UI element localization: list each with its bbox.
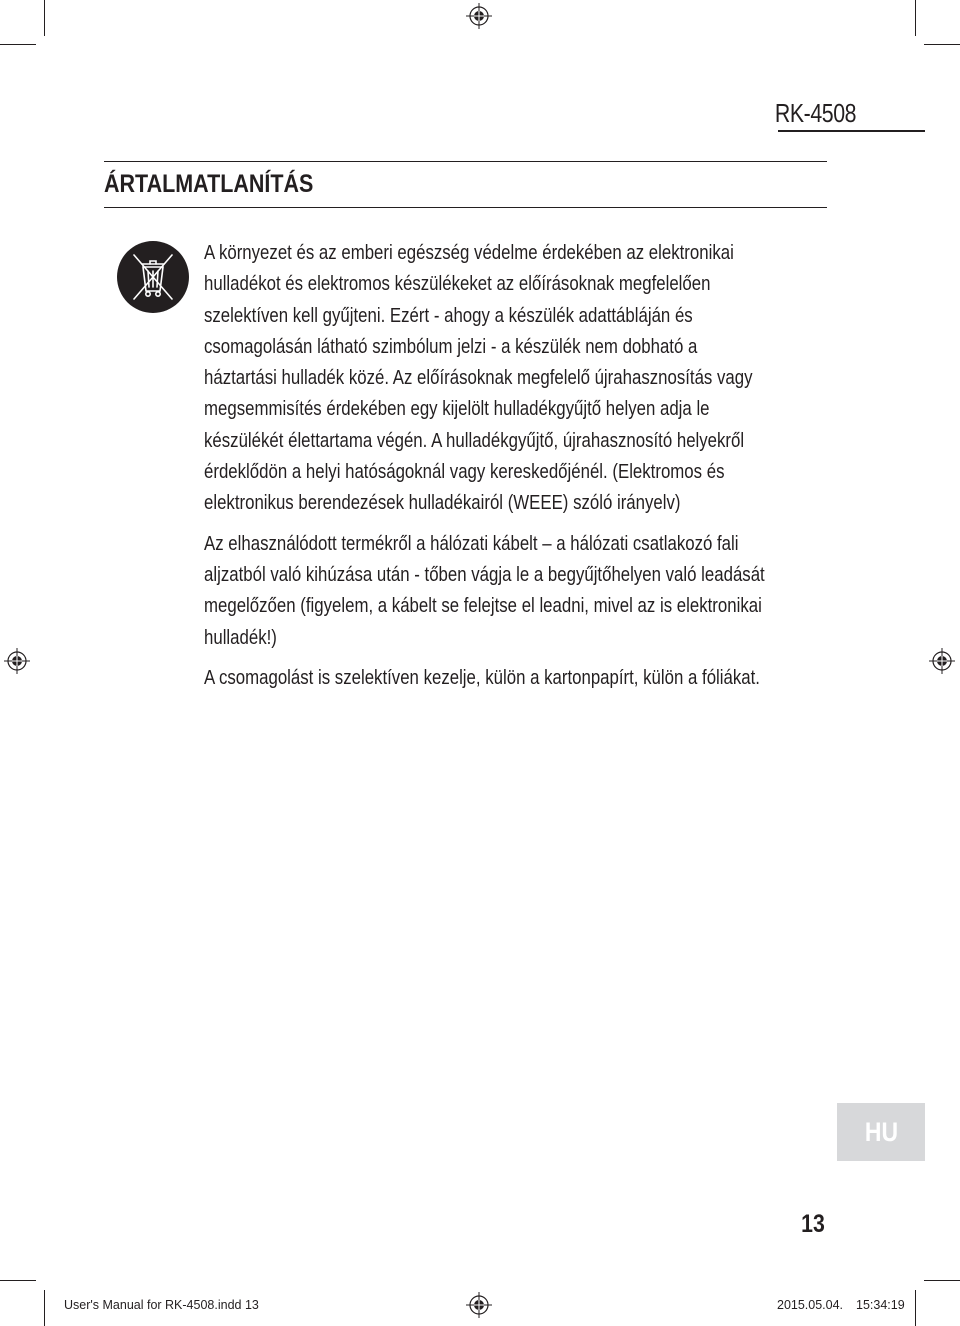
crop-mark-bottom-right-h — [924, 1280, 960, 1281]
model-underline — [778, 130, 925, 132]
crop-mark-bottom-left-h — [0, 1280, 36, 1281]
registration-mark-icon — [929, 648, 955, 674]
language-tab — [837, 1103, 925, 1161]
paragraph-line: csomagolásán látható szimbólum jelzi - a készülék nem dobható a — [204, 334, 698, 358]
paragraph-line: szelektíven kell gyűjteni. Ezért - ahogy a készülék adattábláján és — [204, 303, 693, 327]
page-number: 13 — [801, 1210, 825, 1238]
paragraph-line: megelőzően (figyelem, a kábelt se felejtse el leadni, mivel az is elektronikai — [204, 594, 762, 618]
section-rule-top — [104, 161, 827, 162]
paragraph-line: A környezet és az emberi egészség védelme érdekében az elektronikai — [204, 241, 734, 264]
registration-mark-icon — [4, 648, 30, 674]
section-rule-bottom — [104, 207, 827, 208]
paragraph-line: aljzatból való kihúzása után - tőben vágja le a begyűjtőhelyen való leadását — [204, 562, 765, 586]
section-title: ÁRTALMATLANÍTÁS — [104, 170, 314, 198]
registration-mark-icon — [466, 3, 492, 29]
paragraph-line: hulladékot és elektromos készülékeket az előírásoknak megfelelően — [204, 272, 711, 296]
paragraph-line: érdeklődön a helyi hatóságoknál vagy kereskedőjénél. (Elektromos és — [204, 460, 725, 484]
crop-mark-bottom-right-v — [915, 1290, 916, 1326]
crossed-out-wheelie-bin-icon — [117, 241, 189, 313]
model-number: RK-4508 — [774, 98, 856, 128]
slug-time: 15:34:19 — [856, 1298, 905, 1312]
language-tab-label: HU — [864, 1116, 898, 1147]
paragraph-line: háztartási hulladék közé. Az előírásoknak megfelelő újrahasznosítás vagy — [204, 366, 753, 390]
crop-mark-top-right-v — [915, 0, 916, 36]
paragraph-line: készülékét élettartama végén. A hulladékgyűjtő, újrahasznosító helyekről — [204, 428, 745, 452]
crop-mark-bottom-left-v — [44, 1290, 45, 1326]
crop-mark-top-right-h — [924, 44, 960, 45]
slug-date: 2015.05.04. — [777, 1298, 844, 1312]
paragraph-line: elektronikus berendezések hulladékairól (WEEE) szóló irányelv) — [204, 491, 681, 515]
registration-mark-icon — [466, 1292, 492, 1318]
paragraph-line: A csomagolást is szelektíven kezelje, külön a kartonpapírt, külön a fóliákat. — [204, 665, 760, 689]
crop-mark-top-left-h — [0, 44, 36, 45]
slug-file: User's Manual for RK-4508.indd 13 — [64, 1298, 259, 1312]
paragraph-line: hulladék!) — [204, 625, 277, 649]
paragraph-line: megsemmisítés érdekében egy kijelölt hulladékgyűjtő helyen adja le — [204, 397, 710, 421]
paragraph-line: Az elhasználódott termékről a hálózati kábelt – a hálózati csatlakozó fali — [204, 531, 739, 555]
disposal-text — [204, 237, 827, 693]
crop-mark-top-left-v — [44, 0, 45, 36]
